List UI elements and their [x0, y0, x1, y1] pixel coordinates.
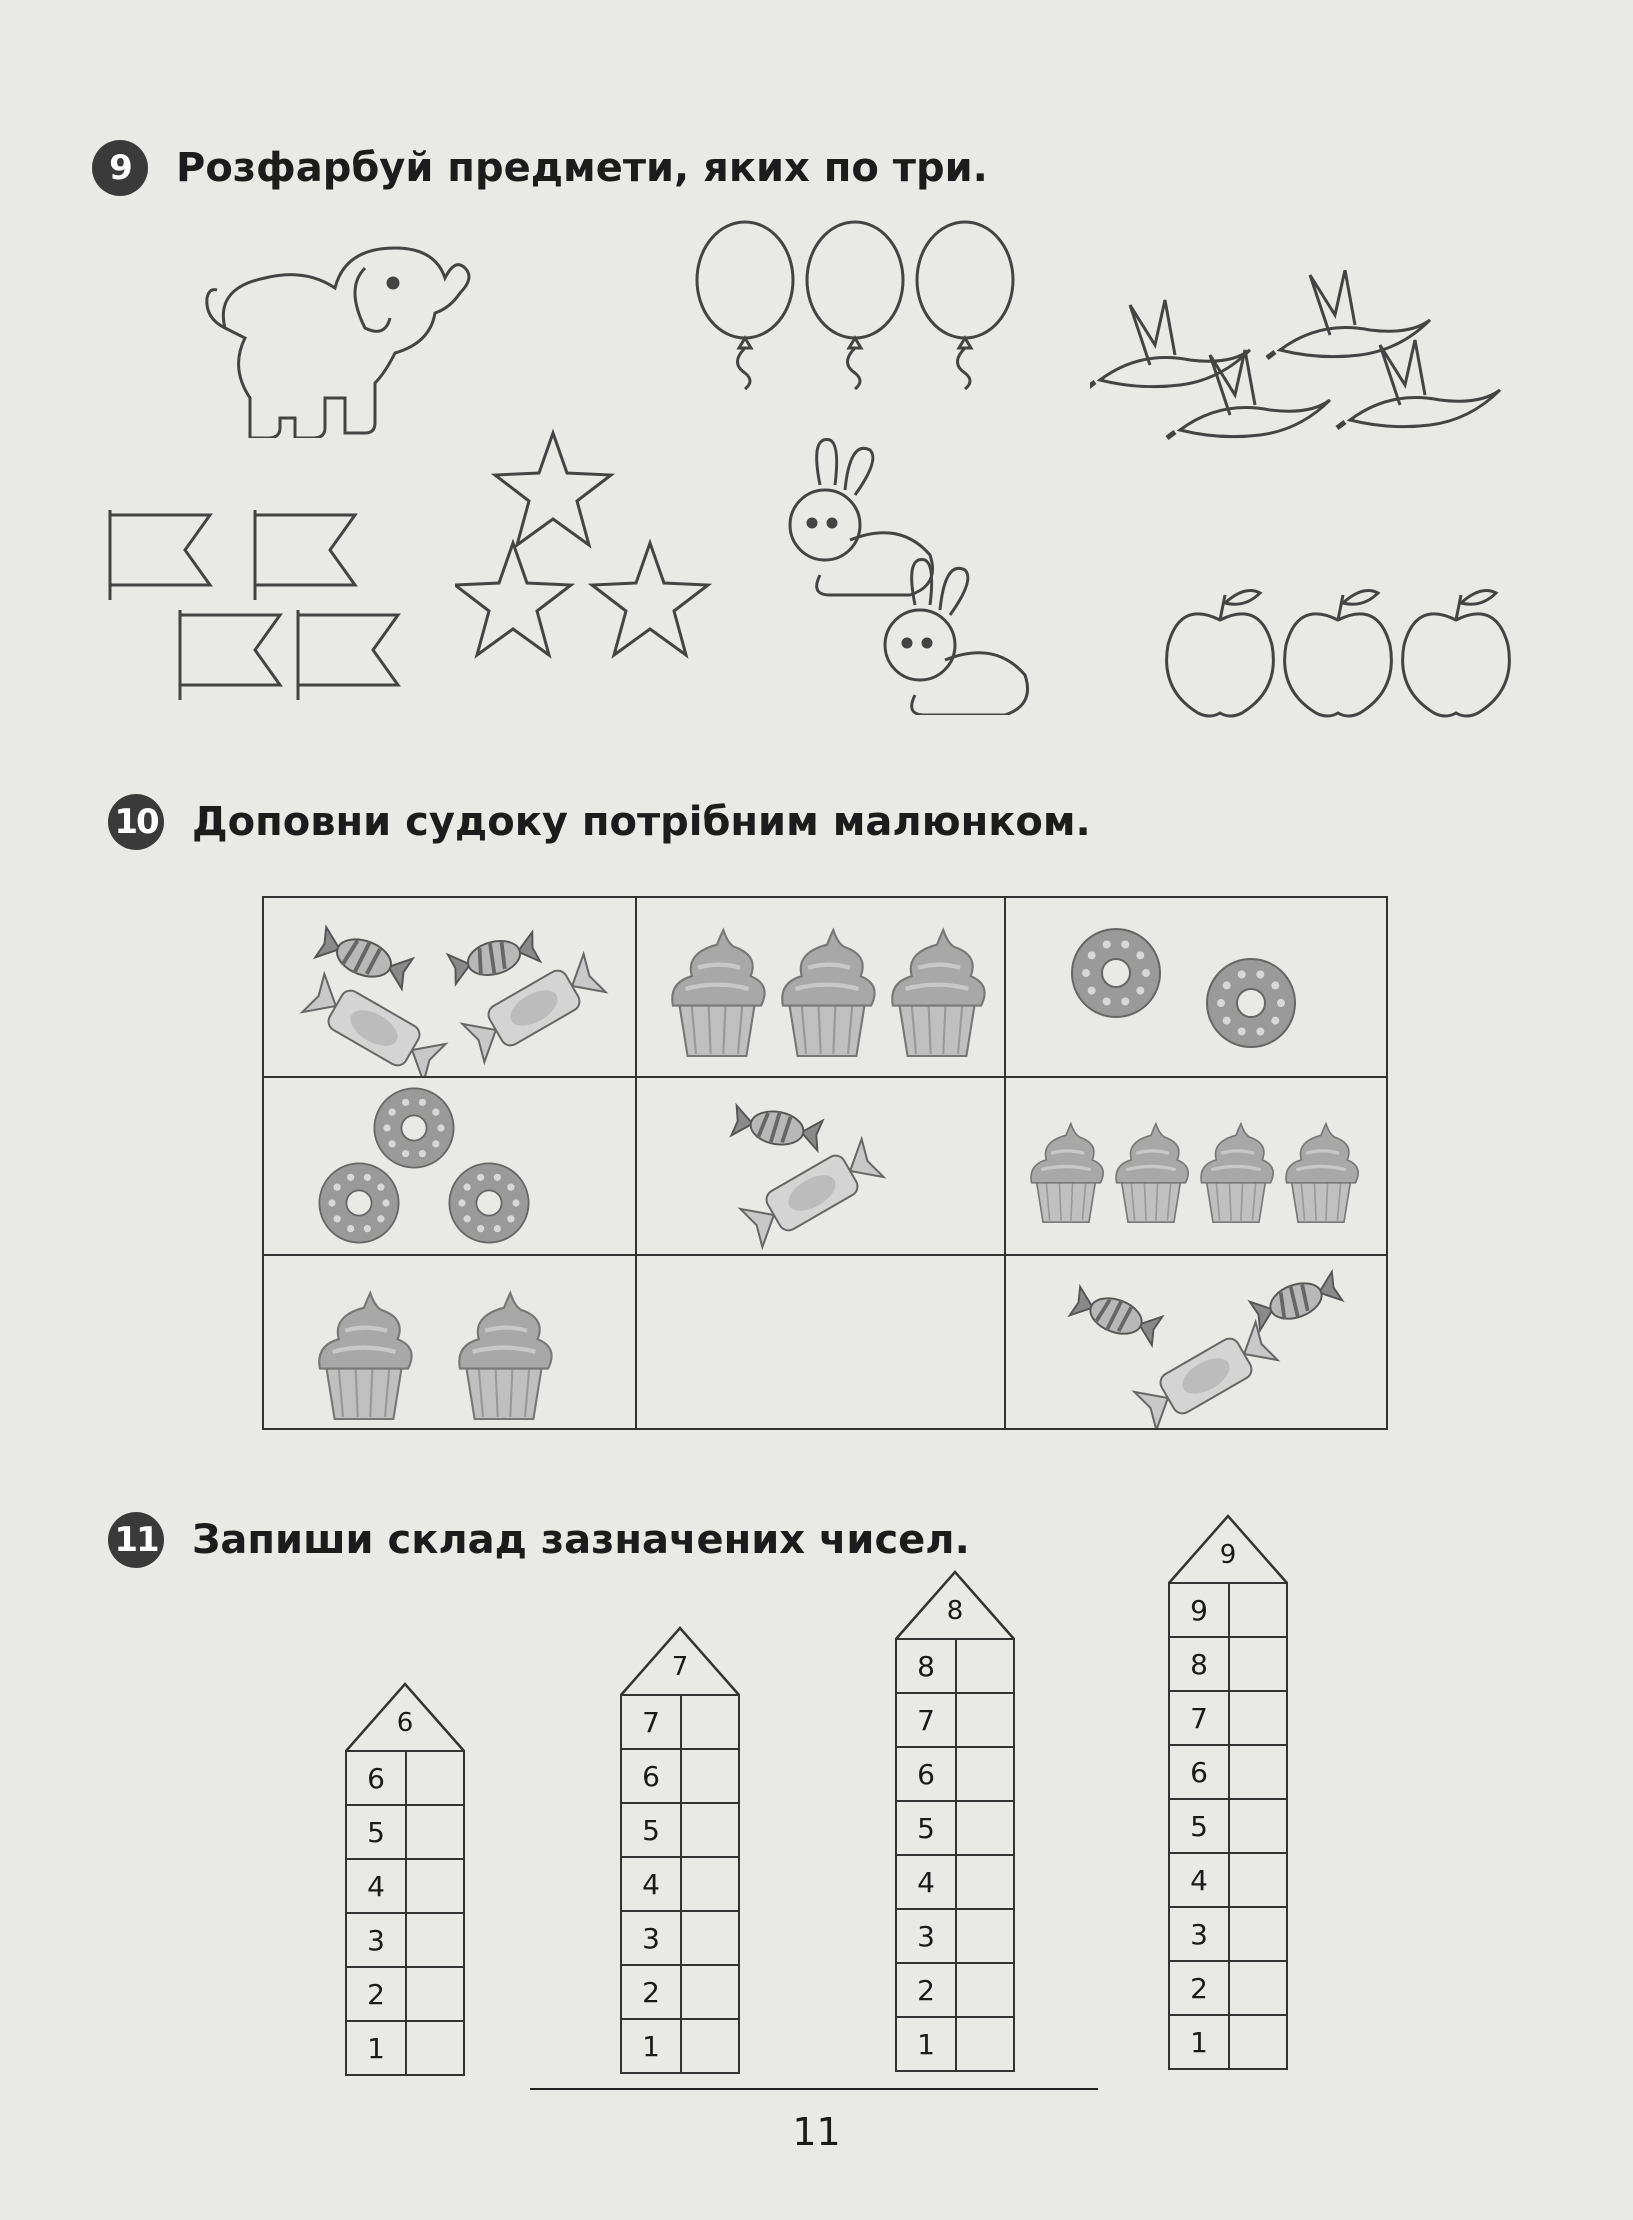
house-cell-number: 5 [896, 1801, 956, 1855]
house-row [896, 1855, 1014, 1909]
apples-picture [1165, 585, 1525, 720]
sudoku-candies-2-picture [637, 1078, 1004, 1254]
sudoku-cell [1006, 898, 1386, 1078]
house-table [620, 1694, 740, 2074]
page-number: 11 [792, 2110, 841, 2154]
house-cell-answer[interactable] [1229, 1799, 1287, 1853]
house-cell-answer[interactable] [956, 1693, 1014, 1747]
house-row [346, 1751, 464, 1805]
house-row [621, 1911, 739, 1965]
house-cell-number: 3 [1169, 1907, 1229, 1961]
birds-picture [1090, 270, 1510, 470]
house-cell-number: 3 [896, 1909, 956, 1963]
house-cell-number: 6 [621, 1749, 681, 1803]
house-cell-number: 2 [346, 1967, 406, 2021]
bunnies-picture [760, 435, 1030, 715]
house-cell-number: 7 [896, 1693, 956, 1747]
house-row [1169, 2015, 1287, 2069]
house-roof-number: 9 [1219, 1540, 1237, 1570]
task-title: Доповни судоку потрібним малюнком. [192, 799, 1091, 845]
house-cell-number: 4 [896, 1855, 956, 1909]
balloons-picture [690, 220, 1030, 390]
number-house-9 [1168, 1514, 1288, 2070]
task-title: Розфарбуй предмети, яких по три. [176, 145, 988, 191]
house-cell-answer[interactable] [1229, 2015, 1287, 2069]
task-title: Запиши склад зазначених чисел. [192, 1517, 970, 1563]
house-cell-number: 4 [621, 1857, 681, 1911]
sudoku-cell-empty[interactable] [637, 1256, 1006, 1428]
house-cell-answer[interactable] [681, 1803, 739, 1857]
house-roof-number: 6 [396, 1708, 414, 1738]
house-row [346, 1967, 464, 2021]
house-cell-answer[interactable] [1229, 1583, 1287, 1637]
house-row [346, 2021, 464, 2075]
sudoku-cell [637, 898, 1006, 1078]
house-row [1169, 1745, 1287, 1799]
house-cell-number: 1 [896, 2017, 956, 2071]
house-row [896, 1693, 1014, 1747]
house-cell-answer[interactable] [1229, 1907, 1287, 1961]
house-cell-number: 8 [1169, 1637, 1229, 1691]
sudoku-cell [264, 1078, 637, 1256]
house-row [346, 1913, 464, 1967]
house-cell-answer[interactable] [406, 1859, 464, 1913]
house-roof [1168, 1514, 1288, 1582]
sudoku-candies-3-picture [264, 898, 635, 1076]
sudoku-cupcakes-2-picture [264, 1256, 635, 1428]
house-cell-answer[interactable] [406, 1967, 464, 2021]
sudoku-cell [1006, 1256, 1386, 1428]
sudoku-cell [264, 898, 637, 1078]
house-cell-answer[interactable] [681, 1749, 739, 1803]
house-cell-answer[interactable] [1229, 1853, 1287, 1907]
house-row [1169, 1691, 1287, 1745]
house-cell-number: 5 [346, 1805, 406, 1859]
house-roof [345, 1682, 465, 1750]
house-roof [620, 1626, 740, 1694]
house-cell-answer[interactable] [681, 1911, 739, 1965]
house-cell-number: 6 [1169, 1745, 1229, 1799]
task-number-badge: 10 [108, 794, 164, 850]
house-cell-number: 2 [621, 1965, 681, 2019]
house-cell-answer[interactable] [681, 1965, 739, 2019]
sudoku-cupcakes-3-picture [637, 898, 1004, 1076]
house-row [621, 1965, 739, 2019]
house-row [621, 2019, 739, 2073]
house-cell-answer[interactable] [956, 1963, 1014, 2017]
sudoku-cell [264, 1256, 637, 1428]
house-row [1169, 1583, 1287, 1637]
house-cell-number: 1 [1169, 2015, 1229, 2069]
sudoku-candies-3-picture [1006, 1256, 1386, 1428]
house-row [346, 1805, 464, 1859]
sudoku-cell [637, 1078, 1006, 1256]
house-cell-number: 3 [346, 1913, 406, 1967]
task-9-header [92, 140, 988, 196]
footer-line [530, 2088, 1098, 2090]
house-table [1168, 1582, 1288, 2070]
number-house-7 [620, 1626, 740, 2074]
house-cell-answer[interactable] [1229, 1961, 1287, 2015]
house-cell-answer[interactable] [956, 1801, 1014, 1855]
house-row [621, 1857, 739, 1911]
house-cell-number: 4 [1169, 1853, 1229, 1907]
house-cell-answer[interactable] [406, 1751, 464, 1805]
house-cell-number: 4 [346, 1859, 406, 1913]
house-row [1169, 1853, 1287, 1907]
house-cell-number: 1 [346, 2021, 406, 2075]
house-row [621, 1749, 739, 1803]
house-row [896, 1639, 1014, 1693]
house-row [1169, 1961, 1287, 2015]
house-cell-number: 6 [896, 1747, 956, 1801]
elephant-picture [185, 228, 485, 438]
house-cell-answer[interactable] [1229, 1637, 1287, 1691]
house-row [621, 1695, 739, 1749]
house-cell-answer[interactable] [681, 2019, 739, 2073]
task-10-header [108, 794, 1091, 850]
house-cell-number: 7 [621, 1695, 681, 1749]
sudoku-donuts-3-picture [264, 1078, 635, 1254]
house-cell-number: 6 [346, 1751, 406, 1805]
house-cell-number: 3 [621, 1911, 681, 1965]
house-cell-answer[interactable] [956, 1639, 1014, 1693]
house-row [1169, 1907, 1287, 1961]
house-row [1169, 1799, 1287, 1853]
house-cell-number: 1 [621, 2019, 681, 2073]
house-table [895, 1638, 1015, 2072]
house-cell-number: 2 [1169, 1961, 1229, 2015]
house-cell-answer[interactable] [681, 1695, 739, 1749]
house-roof-number: 8 [946, 1596, 964, 1626]
house-table [345, 1750, 465, 2076]
house-row [896, 1747, 1014, 1801]
house-cell-answer[interactable] [1229, 1691, 1287, 1745]
house-cell-answer[interactable] [956, 1909, 1014, 1963]
sudoku-cupcakes-4-picture [1006, 1078, 1386, 1254]
house-cell-answer[interactable] [956, 1747, 1014, 1801]
task-number-badge: 9 [92, 140, 148, 196]
house-cell-number: 5 [621, 1803, 681, 1857]
house-cell-answer[interactable] [406, 1805, 464, 1859]
task-number-badge: 11 [108, 1512, 164, 1568]
house-cell-number: 7 [1169, 1691, 1229, 1745]
house-cell-answer[interactable] [681, 1857, 739, 1911]
house-row [896, 1909, 1014, 1963]
house-row [896, 2017, 1014, 2071]
house-row [346, 1859, 464, 1913]
house-cell-number: 5 [1169, 1799, 1229, 1853]
house-cell-answer[interactable] [1229, 1745, 1287, 1799]
house-cell-number: 8 [896, 1639, 956, 1693]
house-cell-answer[interactable] [956, 2017, 1014, 2071]
flags-picture [100, 505, 410, 705]
house-roof-number: 7 [671, 1652, 689, 1682]
sudoku-donuts-2-picture [1006, 898, 1386, 1076]
house-cell-number: 2 [896, 1963, 956, 2017]
house-cell-number: 9 [1169, 1583, 1229, 1637]
house-row [896, 1801, 1014, 1855]
house-row [1169, 1637, 1287, 1691]
number-house-8 [895, 1570, 1015, 2072]
house-row [621, 1803, 739, 1857]
house-cell-answer[interactable] [406, 2021, 464, 2075]
stars-picture [455, 425, 715, 665]
house-cell-answer[interactable] [956, 1855, 1014, 1909]
sudoku-empty-picture [637, 1256, 1004, 1428]
house-roof [895, 1570, 1015, 1638]
task-11-header [108, 1512, 970, 1568]
number-house-6 [345, 1682, 465, 2076]
house-cell-answer[interactable] [406, 1913, 464, 1967]
house-row [896, 1963, 1014, 2017]
sudoku-grid [262, 896, 1388, 1430]
sudoku-cell [1006, 1078, 1386, 1256]
